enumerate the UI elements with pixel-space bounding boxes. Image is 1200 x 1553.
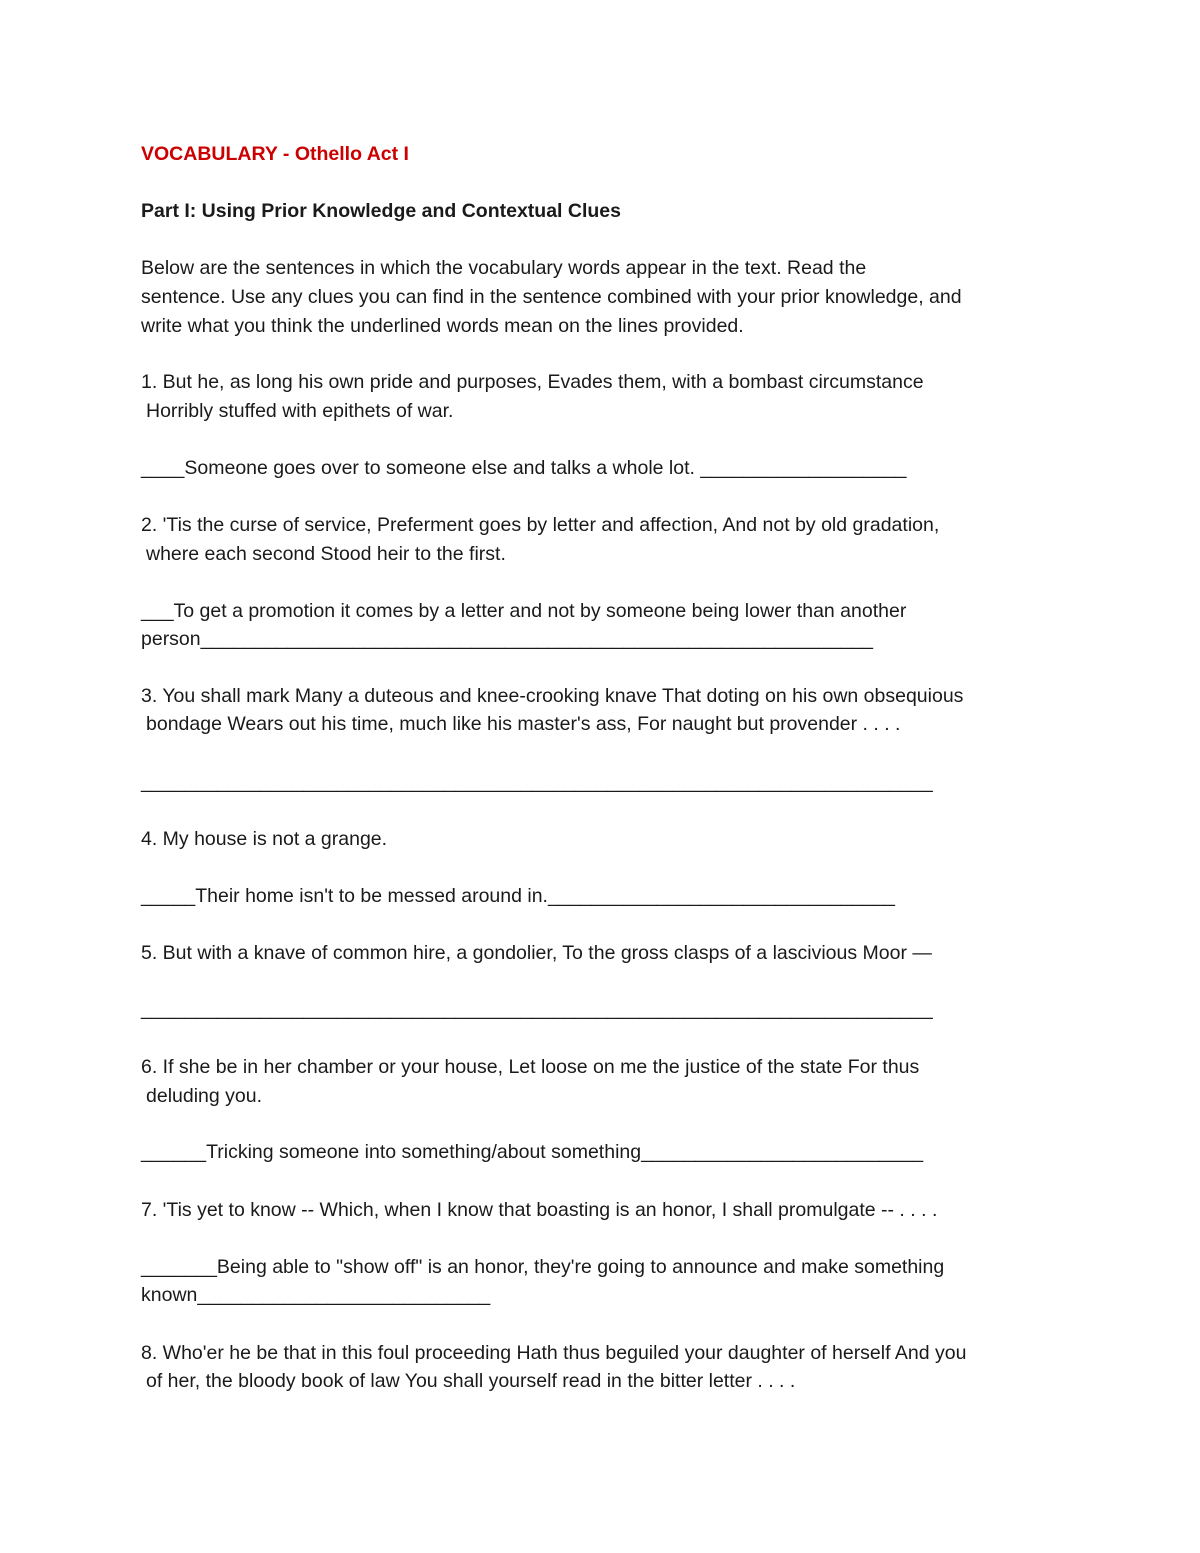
item-1-prompt: 1. But he, as long his own pride and purposes, Evades them, with a bombast circumstance <box>141 371 924 393</box>
item-2-prompt: 2. 'Tis the curse of service, Preferment goes by letter and affection, And not by old gradation, <box>141 514 940 536</box>
item-8-prompt: 8. Who'er he be that in this foul proceeding Hath thus beguiled your daughter of herself And you <box>141 1342 967 1364</box>
item-2-answer: ___To get a promotion it comes by a letter and not by someone being lower than another <box>141 600 907 622</box>
item-1-prompt: Horribly stuffed with epithets of war. <box>146 400 454 422</box>
item-4-answer: _____Their home isn't to be messed around in.________________________________ <box>141 885 896 907</box>
item-2-answer: person______________________________________________________________ <box>141 628 874 650</box>
item-1-answer: ____Someone goes over to someone else and talks a whole lot. ___________________ <box>141 457 907 479</box>
item-6-prompt: deluding you. <box>146 1085 263 1107</box>
instructions-line: sentence. Use any clues you can find in the sentence combined with your prior knowledge, and <box>141 286 962 308</box>
item-3-answer: _________________________________________________________________________ <box>141 771 933 793</box>
item-7-answer: known___________________________ <box>141 1284 491 1306</box>
item-2-prompt: where each second Stood heir to the first. <box>146 543 506 565</box>
item-6-answer: ______Tricking someone into something/about something__________________________ <box>141 1141 924 1163</box>
instructions-line: Below are the sentences in which the vocabulary words appear in the text. Read the <box>141 257 867 279</box>
instructions-line: write what you think the underlined words mean on the lines provided. <box>141 315 744 337</box>
item-3-prompt: 3. You shall mark Many a duteous and knee-crooking knave That doting on his own obsequious <box>141 685 964 707</box>
document-title: VOCABULARY - Othello Act I <box>141 143 409 165</box>
item-3-prompt: bondage Wears out his time, much like his master's ass, For naught but provender . . . . <box>146 713 901 735</box>
item-5-prompt: 5. But with a knave of common hire, a gondolier, To the gross clasps of a lascivious Moor — <box>141 942 932 964</box>
item-4-prompt: 4. My house is not a grange. <box>141 828 388 850</box>
item-5-answer: _________________________________________________________________________ <box>141 998 933 1020</box>
item-7-prompt: 7. 'Tis yet to know -- Which, when I know that boasting is an honor, I shall promulgate -- . . . . <box>141 1199 938 1221</box>
item-8-prompt: of her, the bloody book of law You shall yourself read in the bitter letter . . . . <box>146 1370 796 1392</box>
item-7-answer: _______Being able to "show off" is an honor, they're going to announce and make something <box>141 1256 945 1278</box>
part-heading: Part I: Using Prior Knowledge and Contextual Clues <box>141 200 621 222</box>
item-6-prompt: 6. If she be in her chamber or your house, Let loose on me the justice of the state For thus <box>141 1056 920 1078</box>
